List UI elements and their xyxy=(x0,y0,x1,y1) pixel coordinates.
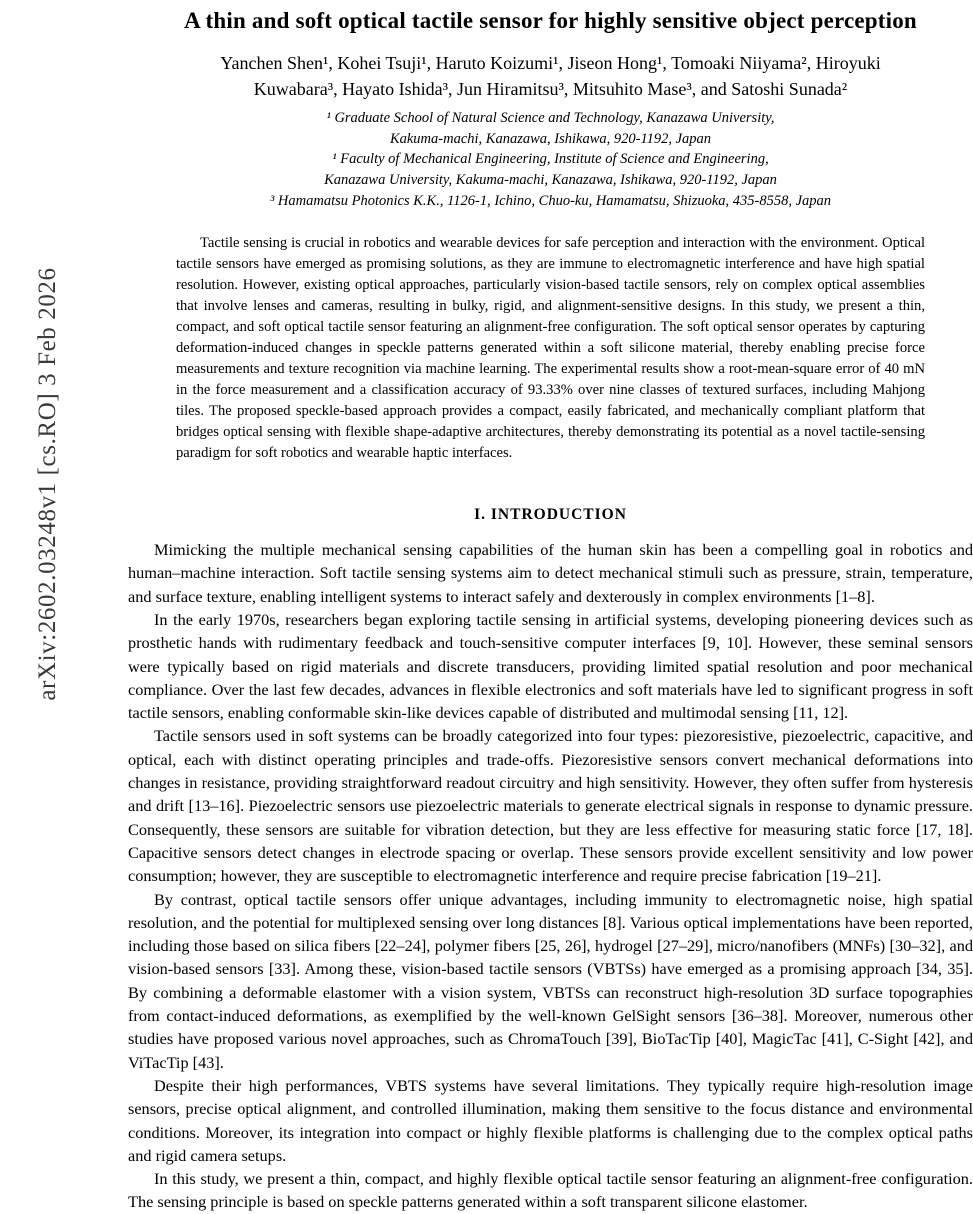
abstract-text: Tactile sensing is crucial in robotics and wearable devices for safe perception and interaction with the environment. Optical tactile sensors have emerged as promising solutions, as they are immune to electromagnetic interference and have high spatial resolution. However, existing optical approaches, particularly vision-based tactile sensors, rely on complex optical assemblies that involve lenses and cameras, resulting in bulky, rigid, and alignment-sensitive designs. In this study, we present a thin, compact, and soft optical tactile sensor featuring an alignment-free configuration. The soft optical sensor operates by capturing deformation-induced changes in speckle patterns generated within a soft silicone material, thereby enabling precise force measurements and texture recognition via machine learning. The experimental results show a root-mean-square error of 40 mN in the force measurement and a classification accuracy of 93.33% over nine classes of textured surfaces, including Mahjong tiles. The proposed speckle-based approach provides a compact, easily fabricated, and mechanically compliant platform that bridges optical sensing with flexible shape-adaptive architectures, thereby demonstrating its potential as a novel tactile-sensing paradigm for soft robotics and wearable haptic interfaces. xyxy=(176,235,925,462)
affiliation-line: ¹ Graduate School of Natural Science and Technology, Kanazawa University, xyxy=(326,110,775,127)
paragraph: In this study, we present a thin, compact, and highly flexible optical tactile sensor featuring an alignment-free configuration. The sensing principle is based on speckle patterns generated within a soft transparent silicone elastomer. xyxy=(128,1169,973,1212)
paragraph: Tactile sensors used in soft systems can be broadly categorized into four types: piezoresistive, piezoelectric, capacitive, and optical, each with distinct operating principles and trade-offs. Piezoresistive sensors convert mechanical deformations into changes in resistance, providing straightforward readout circuitry and high sensitivity. However, they often suffer from hysteresis and drift [13–16]. Piezoelectric sensors use piezoelectric materials to generate electrical signals in response to dynamic pressure. Consequently, these sensors are suitable for vibration detection, but they are less effective for measuring static force [17, 18]. Capacitive sensors detect changes in electrode spacing or overlap. These sensors provide excellent sensitivity and low power consumption; however, they are susceptible to electromagnetic interference and require precise fabrication [19–21]. xyxy=(128,726,973,886)
paper-content xyxy=(128,0,973,1214)
affiliation-block xyxy=(128,108,973,211)
author-line-2: Kuwabara³, Hayato Ishida³, Jun Hiramitsu³, Mitsuhito Mase³, and Satoshi Sunada² xyxy=(253,79,848,100)
affiliation-line: Kakuma-machi, Kanazawa, Ishikawa, 920-1192, Japan xyxy=(389,130,712,147)
affiliation-line: ¹ Faculty of Mechanical Engineering, Institute of Science and Engineering, xyxy=(332,151,769,168)
paragraph: In the early 1970s, researchers began exploring tactile sensing in artificial systems, developing pioneering devices such as prosthetic hands with rudimentary feedback and touch-sensitive computer interfaces [9, 10]. However, these seminal sensors were typically based on rigid materials and discrete transducers, providing limited spatial resolution and poor mechanical compliance. Over the last few decades, advances in flexible electronics and soft materials have led to significant progress in soft tactile sensors, enabling conformable skin-like devices capable of distributed and multimodal sensing [11, 12]. xyxy=(128,609,973,723)
arxiv-identifier-stamp: arXiv:2602.03248v1 [cs.RO] 3 Feb 2026 xyxy=(34,267,61,701)
paragraph: By contrast, optical tactile sensors offer unique advantages, including immunity to electromagnetic noise, high spatial resolution, and the potential for multiplexed sensing over long distances [8]. Various optical implementations have been reported, including those based on silica fibers [22–24], polymer fibers [25, 26], hydrogel [27–29], micro/nanofibers (MNFs) [30–32], and vision-based sensors [33]. Among these, vision-based tactile sensors (VBTSs) have emerged as a promising approach [34, 35]. By combining a deformable elastomer with a vision system, VBTSs can reconstruct high-resolution 3D surface topographies from contact-induced deformations, as exemplified by the well-known GelSight sensors [36–38]. Moreover, numerous other studies have proposed various novel approaches, such as ChromaTouch [39], BioTacTip [40], MagicTac [41], C-Sight [42], and ViTacTip [43]. xyxy=(128,889,973,1072)
section-heading-introduction: I. INTRODUCTION xyxy=(474,506,627,524)
author-list xyxy=(128,50,973,102)
introduction-body xyxy=(128,538,973,1214)
page-title: A thin and soft optical tactile sensor for highly sensitive object perception xyxy=(184,8,917,33)
affiliation-line: ³ Hamamatsu Photonics K.K., 1126-1, Ichino, Chuo-ku, Hamamatsu, Shizuoka, 435-8558, Japan xyxy=(269,192,832,209)
paragraph: Despite their high performances, VBTS systems have several limitations. They typically require high-resolution image sensors, precise optical alignment, and controlled illumination, making them sensitive to the focus distance and environmental conditions. Moreover, its integration into compact or highly flexible platforms is challenging due to the complex optical paths and rigid camera setups. xyxy=(128,1075,973,1165)
author-line-1: Yanchen Shen¹, Kohei Tsuji¹, Haruto Koizumi¹, Jiseon Hong¹, Tomoaki Niiyama², Hiroyuki xyxy=(220,53,881,73)
affiliation-line: Kanazawa University, Kakuma-machi, Kanazawa, Ishikawa, 920-1192, Japan xyxy=(324,171,777,188)
paragraph: Mimicking the multiple mechanical sensing capabilities of the human skin has been a compelling goal in robotics and human–machine interaction. Soft tactile sensing systems aim to detect mechanical stimuli such as pressure, strain, temperature, and surface texture, enabling intelligent systems to interact safely and dexterously in complex environments [1–8]. xyxy=(128,540,973,606)
